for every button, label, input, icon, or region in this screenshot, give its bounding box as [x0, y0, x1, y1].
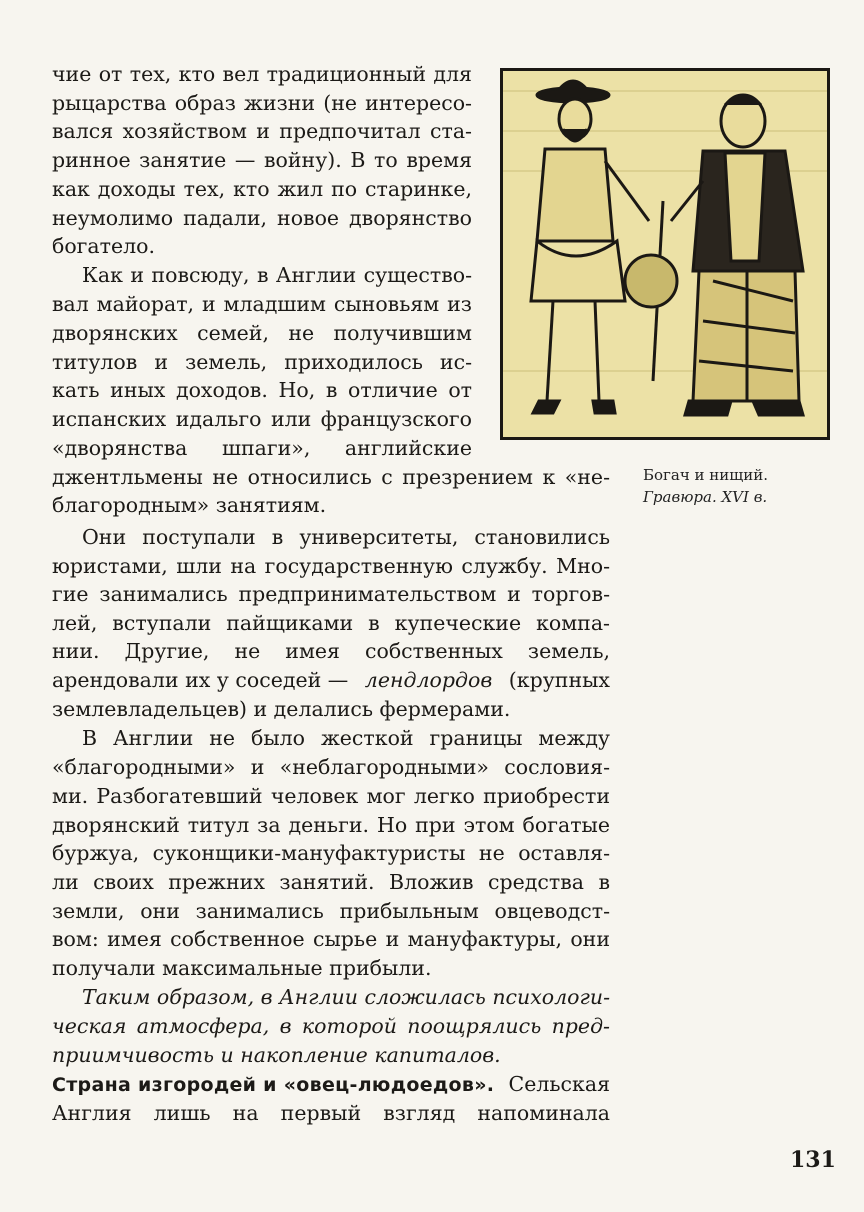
- text-line: землевладельцев) и делались фермерами.: [52, 697, 511, 721]
- text-line: титулов и земель, приходилось ис-: [52, 350, 472, 374]
- text-line: гие занимались предпринимательством и торгов-: [52, 582, 610, 606]
- page-number: 131: [790, 1147, 836, 1173]
- conclusion-line: ческая атмосфера, в которой поощрялись пред-: [52, 1014, 610, 1038]
- text-line: джентльмены не относились с презрением к «не-: [52, 465, 610, 489]
- text-line: Как и повсюду, в Англии существо-: [82, 263, 472, 287]
- text-line: богатело.: [52, 234, 156, 258]
- engraving-illustration: [500, 68, 830, 440]
- text-line: вал майорат, и младшим сыновьям из: [52, 292, 472, 316]
- text-line: «дворянства шпаги», английские: [52, 436, 472, 460]
- text-line: юристами, шли на государственную службу. Мно-: [52, 554, 610, 578]
- conclusion-line: приимчивость и накопление капиталов.: [52, 1043, 501, 1067]
- text-line-end: Сельская: [502, 1072, 610, 1096]
- text-line: ми. Разбогатевший человек мог легко приобрести: [52, 784, 610, 808]
- text-line: чие от тех, кто вел традиционный для: [52, 62, 472, 86]
- text-line: нии. Другие, не имея собственных земель,: [52, 639, 610, 663]
- text-line: испанских идальго или французского: [52, 407, 472, 431]
- caption-subtitle: Гравюра. XVI в.: [643, 488, 768, 506]
- text-line: буржуа, суконщики-мануфактуристы не оставля-: [52, 841, 610, 865]
- text-line: земли, они занимались прибыльным овцеводст-: [52, 899, 610, 923]
- text-line: дворянский титул за деньги. Но при этом богатые: [52, 813, 610, 837]
- figure-caption: [643, 464, 768, 508]
- text-line: дворянских семей, не получившим: [52, 321, 472, 345]
- text-line: вом: имея собственное сырье и мануфактуры, они: [52, 927, 610, 951]
- text-line: неумолимо падали, новое дворянство: [52, 206, 472, 230]
- text-line: Англия лишь на первый взгляд напоминала: [52, 1101, 610, 1125]
- text-line: получали максимальные прибыли.: [52, 956, 432, 980]
- text-line: благородным» занятиям.: [52, 493, 327, 517]
- section-heading: Страна изгородей и «овец-людоедов».: [52, 1074, 495, 1096]
- poor-man-figure: [671, 95, 803, 415]
- text-line: В Англии не было жесткой границы между: [82, 726, 610, 750]
- text-line: лей, вступали пайщиками в купеческие компа-: [52, 611, 610, 635]
- text-line: рыцарства образ жизни (не интересо-: [52, 91, 472, 115]
- term-landlords: лендлордов: [364, 668, 493, 692]
- text-line: Они поступали в университеты, становились: [82, 525, 610, 549]
- text-line: ли своих прежних занятий. Вложив средства в: [52, 870, 610, 894]
- conclusion-line: Таким образом, в Англии сложилась психологи-: [82, 985, 610, 1009]
- text-line: вался хозяйством и предпочитал ста-: [52, 119, 472, 143]
- text-line-start: арендовали их у соседей —: [52, 668, 355, 692]
- text-line: «благородными» и «неблагородными» сословия-: [52, 755, 610, 779]
- text-line-end: (крупных: [502, 668, 610, 692]
- caption-title: Богач и нищий.: [643, 466, 769, 484]
- rich-and-poor-engraving: [503, 71, 827, 437]
- text-line: как доходы тех, кто жил по старинке,: [52, 177, 472, 201]
- text-line: ринное занятие — войну). В то время: [52, 148, 472, 172]
- text-line: кать иных доходов. Но, в отличие от: [52, 378, 472, 402]
